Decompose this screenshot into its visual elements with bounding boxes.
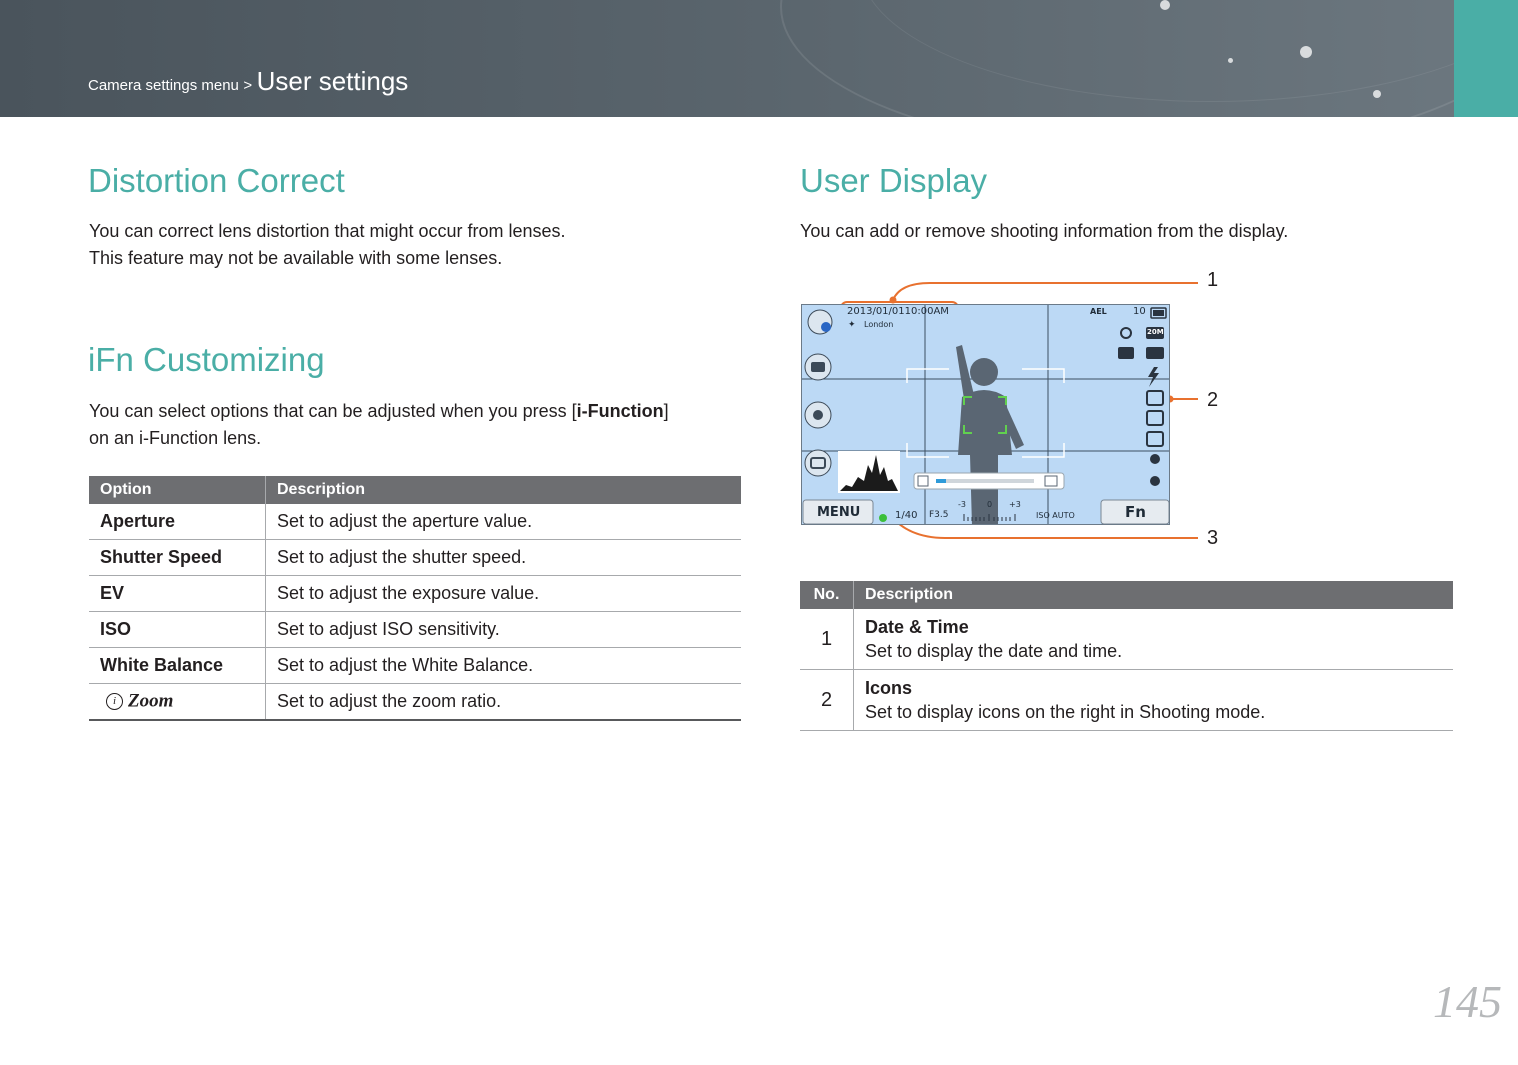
subject-silhouette — [956, 345, 1024, 525]
datetime-readout: 2013/01/0110:00AM — [847, 306, 949, 317]
option-name: Shutter Speed — [89, 540, 266, 576]
ratio-icon — [1146, 347, 1164, 359]
iso-readout: ISO AUTO — [1036, 511, 1075, 520]
callout-number-3: 3 — [1207, 527, 1219, 549]
shots-remaining: 10 — [1133, 306, 1146, 317]
option-description: Set to adjust the White Balance. — [266, 648, 742, 684]
user-display-title: User Display — [800, 162, 988, 199]
breadcrumb-current: User settings — [256, 66, 409, 96]
callout-line-1 — [893, 283, 1198, 300]
focus-indicator-icon — [879, 514, 887, 522]
table-row — [800, 670, 1453, 731]
ev-max-label: +3 — [1009, 500, 1021, 509]
frame-corner — [1022, 369, 1064, 383]
callout-number-1: 1 — [1207, 269, 1219, 291]
item-name: Date & Time — [865, 617, 969, 637]
ev-min-label: -3 — [958, 500, 966, 509]
camera-screen — [801, 304, 1170, 525]
ois-icon — [1150, 476, 1160, 486]
right-icon-column — [1118, 327, 1164, 486]
frame-corner — [907, 369, 949, 383]
item-description: Set to display icons on the right in Shooting mode. — [865, 702, 1266, 722]
column-header-description: Description — [266, 476, 742, 504]
column-header-description: Description — [854, 581, 1454, 609]
breadcrumb-parent: Camera settings menu — [88, 77, 239, 94]
touch-af-icon — [805, 450, 831, 476]
white-balance-icon — [1150, 454, 1160, 464]
ifn-line-2: on an i-Function lens. — [89, 428, 262, 448]
camera-screen-graphics — [802, 305, 1170, 525]
ael-indicator: AEL — [1090, 307, 1107, 316]
ev-zero-label: 0 — [987, 500, 993, 509]
callout-dot-1 — [890, 297, 897, 304]
row-content — [854, 609, 1454, 670]
option-description: Set to adjust the exposure value. — [266, 576, 742, 612]
user-display-intro: You can add or remove shooting information from the display. — [800, 221, 1289, 241]
i-circle-icon: i — [106, 693, 123, 710]
ifn-line-1-bold: i-Function — [576, 401, 664, 421]
item-name: Icons — [865, 678, 913, 698]
af-area-icon — [1147, 432, 1163, 446]
column-header-no: No. — [800, 581, 854, 609]
page-number: 145 — [1433, 976, 1502, 1027]
option-description: Set to adjust the zoom ratio. — [266, 684, 742, 721]
af-mode-icon — [1147, 411, 1163, 425]
item-description: Set to display the date and time. — [865, 641, 1123, 661]
fn-button[interactable]: Fn — [1125, 503, 1146, 521]
shutter-speed-readout: 1/40 — [895, 510, 918, 521]
option-name: ISO — [89, 612, 266, 648]
metering-icon — [1147, 391, 1163, 405]
exposure-scale — [964, 514, 1015, 521]
distortion-line-1: You can correct lens distortion that might occur from lenses. — [89, 221, 566, 241]
callout-number-2: 2 — [1207, 389, 1219, 411]
zoom-slider — [914, 473, 1064, 489]
breadcrumb-separator: > — [243, 77, 253, 94]
distortion-line-2: This feature may not be available with some lenses. — [89, 248, 503, 268]
user-display-table — [800, 581, 1453, 731]
frame-corner — [1022, 443, 1064, 457]
menu-button[interactable]: MENU — [817, 505, 861, 520]
option-description: Set to adjust ISO sensitivity. — [266, 612, 742, 648]
resolution-label: 20M — [1147, 328, 1164, 336]
option-name: White Balance — [89, 648, 266, 684]
option-name: EV — [89, 576, 266, 612]
option-description: Set to adjust the shutter speed. — [266, 540, 742, 576]
table-row — [800, 609, 1453, 670]
aperture-readout: F3.5 — [929, 510, 949, 520]
ifn-line-1-pre: You can select options that can be adjusted when you press [ — [89, 401, 577, 421]
histogram — [838, 451, 900, 493]
row-number: 2 — [800, 670, 854, 731]
zoom-ratio-icon — [1121, 328, 1131, 338]
row-content — [854, 670, 1454, 731]
ifn-title: iFn Customizing — [88, 341, 325, 378]
flash-icon — [1148, 367, 1159, 387]
option-name: Aperture — [89, 504, 266, 540]
location-icon: ✦ — [848, 320, 856, 330]
zoom-label: Zoom — [128, 690, 174, 712]
table-header-row — [800, 581, 1453, 609]
frame-corner — [907, 443, 949, 457]
location-readout: London — [864, 320, 894, 329]
ifn-line-1-post: ] — [663, 401, 669, 421]
row-number: 1 — [800, 609, 854, 670]
option-description: Set to adjust the aperture value. — [266, 504, 742, 540]
quality-icon — [1118, 347, 1134, 359]
column-header-option: Option — [89, 476, 266, 504]
distortion-title: Distortion Correct — [88, 162, 345, 199]
